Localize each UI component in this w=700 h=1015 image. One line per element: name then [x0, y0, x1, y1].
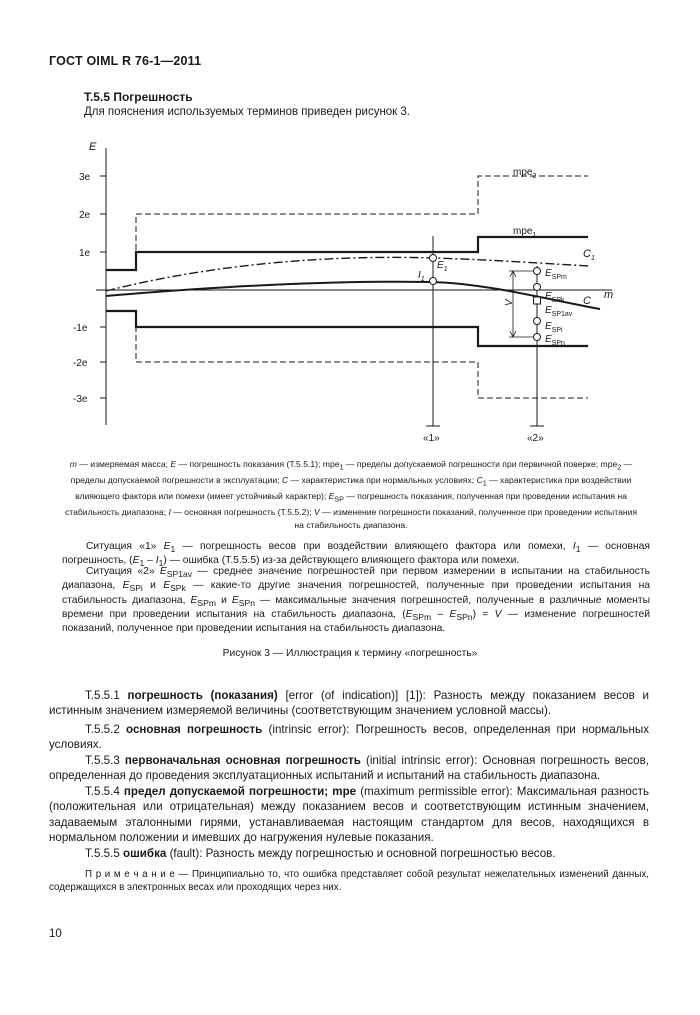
tick-label-1e: 1e — [79, 248, 91, 259]
situation1-label: «1» — [423, 433, 440, 444]
c-label: C — [583, 295, 591, 307]
esp-k-label: $E_{SPk}$ — [545, 291, 565, 304]
definition-t551: Т.5.5.1 погрешность (показания) [error (of indication)] [1]): Разность между показанием весов и истинным значением измеряемой величины (соответствующим значением условной массы). — [49, 689, 649, 718]
x-axis-label: m — [604, 289, 614, 301]
definition-t553: Т.5.5.3 первоначальная основная погрешность (initial intrinsic error): Основная погрешность весов, определенная до проведения эксплуатационных испытаний и испытаний на стабильность диапазона. — [49, 754, 649, 783]
esp-1av-marker — [534, 297, 541, 304]
esp-n-marker — [534, 334, 541, 341]
esp-i-marker — [534, 318, 541, 325]
v-label: V — [504, 299, 515, 306]
esp-i-label: $E_{SPi}$ — [545, 321, 563, 334]
situation1-text: Ситуация «1» $E_1$ — погрешность весов при воздействии влияющего фактора или помехи, $I_1$ — основная погрешность, $(E_1 - I_1)$ — ошибка (Т.5.5.5) из-за действующего влияющего фактора или помехи. — [62, 541, 650, 569]
mpe1-label: mpe$_1$ — [513, 226, 537, 239]
error-figure — [0, 130, 700, 450]
situation2-text: Ситуация «2» $E_{SP1av}$ — среднее значение погрешностей при первом измерении в испытании на стабильность диапазона, $E_{SPi}$ и $E_{SPk}$ — какие-то другие значения погрешностей, полученные при проведении испытания на стабильность диапазона, $E_{SPm}$ и $E_{SPn}$ — максимальные значения погрешностей, полученные в различные моменты времени при проведении испытания на стабильность диапазона, $(E_{SPm} - E_{SPn}) = V$ — изменение погрешностей показаний, полученное при проведении испытания на стабильность диапазона. — [62, 566, 650, 634]
tick-label-minus-1e: -1e — [73, 323, 88, 334]
c-curve — [106, 282, 600, 309]
figure-caption: Рисунок 3 — Иллюстрация к термину «погрешность» — [222, 648, 478, 659]
standard-header: ГОСТ OIML R 76-1—2011 — [49, 54, 202, 68]
c1-label: $C_1$ — [583, 248, 595, 262]
y-axis-label: E — [89, 141, 97, 153]
situation2-label: «2» — [527, 433, 544, 444]
i1-marker — [430, 278, 437, 285]
tick-label-minus-3e: -3e — [73, 394, 88, 405]
mpe1-upper-line — [106, 237, 588, 270]
definition-t555: Т.5.5.5 ошибка (fault): Разность между погрешностью и основной погрешностью весов. — [85, 847, 556, 860]
definition-t552: Т.5.5.2 основная погрешность (intrinsic error): Погрешность весов, определенная при нормальных условиях. — [49, 723, 649, 752]
esp-k-marker — [534, 284, 541, 291]
mpe1-lower-line — [106, 311, 588, 346]
section-title: Т.5.5 Погрешность — [84, 90, 193, 104]
e1-marker — [430, 255, 437, 262]
section-intro: Для пояснения используемых терминов приведен рисунок 3. — [84, 106, 411, 118]
tick-label-3e: 3e — [79, 172, 91, 183]
i1-label: $I_1$ — [418, 270, 425, 283]
tick-label-2e: 2e — [79, 210, 91, 221]
esp-1av-label: $E_{SP1av}$ — [545, 305, 573, 318]
definition-t554: Т.5.5.4 предел допускаемой погрешности; mpe (maximum permissible error): Максимальная разность (положительная или отрицательная) между показанием весов и соответствующим истинным значением, задаваемым эталонными гирями, устанавливаемая настоящим стандартом для весов, находящихся в нормальном положении и имевших до нагружения нулевые показания. — [49, 785, 649, 845]
esp-m-label: $E_{SPm}$ — [545, 268, 567, 281]
esp-m-marker — [534, 268, 541, 275]
figure-legend: m — измеряемая масса; E — погрешность показания (Т.5.5.1); mpe$_1$ — пределы допускаемой погрешности при первичной поверке; mpe$_2$ — пределы допускаемой погрешности в эксплуатации; C — характеристика при нормальных условиях; $C_1$ — характеристика при воздействии влияющего фактора или помехи (имеет устойчивый характер); $E_{SP}$ — погрешность показания, полученная при проведении испытания на стабильность диапазона; I — основная погрешность (Т.5.5.2); V — изменение погрешности показаний, полученное при проведении испытания на стабильность диапазона. — [64, 459, 638, 530]
tick-label-minus-2e: -2e — [73, 358, 88, 369]
c1-curve — [106, 257, 590, 291]
note: П р и м е ч а н и е — Принципиально то, что ошибка представляет собой результат нежелательных изменений данных, содержащихся в электронных весах или проходящих через них. — [49, 869, 649, 893]
e1-label: $E_1$ — [437, 260, 448, 273]
page-number: 10 — [49, 928, 62, 940]
mpe2-label: mpe$_2$ — [513, 167, 537, 180]
esp-n-label: $E_{SPn}$ — [545, 334, 565, 347]
mpe2-upper-line — [136, 176, 588, 250]
